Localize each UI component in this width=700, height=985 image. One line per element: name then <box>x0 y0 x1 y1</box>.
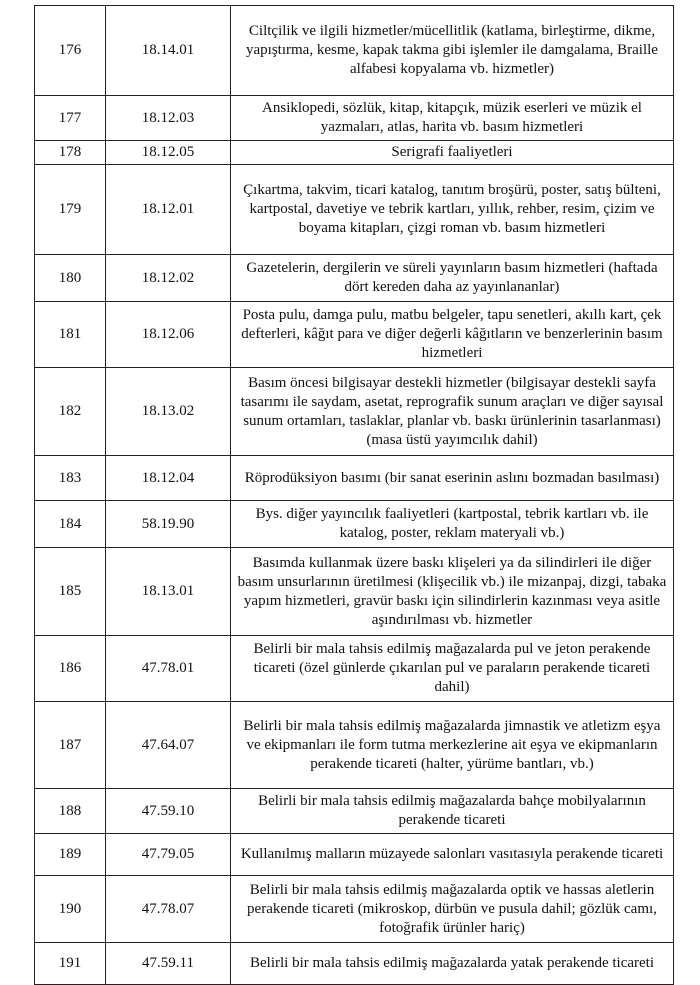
activity-code: 18.12.02 <box>106 255 231 302</box>
activity-description: Çıkartma, takvim, ticari katalog, tanıtım broşürü, poster, satış bülteni, kartpostal, davetiye ve tebrik kartları, yıllık, rehber, resim, çizim ve boyama kitapları, çizgi roman vb. basım hizmetleri <box>231 165 674 255</box>
row-number: 180 <box>35 255 106 302</box>
activity-code: 18.12.06 <box>106 302 231 368</box>
activity-code: 18.12.05 <box>106 141 231 165</box>
activity-code: 47.59.11 <box>106 943 231 985</box>
activity-description: Serigrafi faaliyetleri <box>231 141 674 165</box>
activity-code: 18.12.01 <box>106 165 231 255</box>
activity-code: 18.12.03 <box>106 96 231 141</box>
activity-code: 47.79.05 <box>106 834 231 876</box>
row-number: 182 <box>35 368 106 456</box>
table-row <box>35 96 674 141</box>
activity-code: 47.59.10 <box>106 789 231 834</box>
activity-code: 47.64.07 <box>106 702 231 789</box>
table-row <box>35 141 674 165</box>
activity-description: Belirli bir mala tahsis edilmiş mağazalarda optik ve hassas aletlerin perakende ticareti (mikroskop, dürbün ve pusula dahil; gözlük camı, fotoğrafik ürünler hariç) <box>231 876 674 943</box>
activity-description: Ansiklopedi, sözlük, kitap, kitapçık, müzik eserleri ve müzik el yazmaları, atlas, harita vb. basım hizmetleri <box>231 96 674 141</box>
table-body <box>35 6 674 985</box>
table-row <box>35 456 674 501</box>
table-row <box>35 6 674 96</box>
table-row <box>35 789 674 834</box>
row-number: 190 <box>35 876 106 943</box>
activity-description: Belirli bir mala tahsis edilmiş mağazalarda yatak perakende ticareti <box>231 943 674 985</box>
row-number: 179 <box>35 165 106 255</box>
table-row <box>35 702 674 789</box>
table-row <box>35 165 674 255</box>
activity-description: Belirli bir mala tahsis edilmiş mağazalarda bahçe mobilyalarının perakende ticareti <box>231 789 674 834</box>
row-number: 184 <box>35 501 106 548</box>
row-number: 178 <box>35 141 106 165</box>
row-number: 187 <box>35 702 106 789</box>
row-number: 177 <box>35 96 106 141</box>
row-number: 183 <box>35 456 106 501</box>
row-number: 181 <box>35 302 106 368</box>
activity-description: Posta pulu, damga pulu, matbu belgeler, tapu senetleri, akıllı kart, çek defterleri, kâğıt para ve diğer değerli kâğıtların ve benzerlerinin basım hizmetleri <box>231 302 674 368</box>
activity-code: 18.13.01 <box>106 548 231 636</box>
row-number: 191 <box>35 943 106 985</box>
activity-description: Ciltçilik ve ilgili hizmetler/mücellitlik (katlama, birleştirme, dikme, yapıştırma, kesme, kapak takma gibi işlemler ile damgalama, Braille alfabesi kopyalama vb. hizmetler) <box>231 6 674 96</box>
table-row <box>35 636 674 702</box>
activity-description: Belirli bir mala tahsis edilmiş mağazalarda jimnastik ve atletizm eşya ve ekipmanları ile form tutma merkezlerine ait eşya ve ekipmanların perakende ticareti (halter, yürüme bantları, vb.) <box>231 702 674 789</box>
activity-description: Gazetelerin, dergilerin ve süreli yayınların basım hizmetleri (haftada dört kereden daha az yayınlananlar) <box>231 255 674 302</box>
table-row <box>35 501 674 548</box>
activity-description: Basımda kullanmak üzere baskı klişeleri ya da silindirleri ile diğer basım unsurlarının üretilmesi (klişecilik vb.) ile mizanpaj, dizgi, tabaka yapım hizmetleri, gravür baskı için silindirlerin kazınması veya asitle aşındırılması vb. hizmetler <box>231 548 674 636</box>
activity-code: 18.14.01 <box>106 6 231 96</box>
activity-code-table <box>34 5 674 985</box>
activity-description: Kullanılmış malların müzayede salonları vasıtasıyla perakende ticareti <box>231 834 674 876</box>
activity-description: Bys. diğer yayıncılık faaliyetleri (kartpostal, tebrik kartları vb. ile katalog, poster, reklam materyali vb.) <box>231 501 674 548</box>
table-row <box>35 943 674 985</box>
row-number: 185 <box>35 548 106 636</box>
row-number: 186 <box>35 636 106 702</box>
activity-code: 47.78.01 <box>106 636 231 702</box>
table-row <box>35 368 674 456</box>
table-row <box>35 302 674 368</box>
activity-code: 18.12.04 <box>106 456 231 501</box>
activity-code: 47.78.07 <box>106 876 231 943</box>
row-number: 188 <box>35 789 106 834</box>
row-number: 176 <box>35 6 106 96</box>
table-row <box>35 876 674 943</box>
activity-code: 18.13.02 <box>106 368 231 456</box>
activity-description: Röprodüksiyon basımı (bir sanat eserinin aslını bozmadan basılması) <box>231 456 674 501</box>
table-row <box>35 255 674 302</box>
row-number: 189 <box>35 834 106 876</box>
activity-code: 58.19.90 <box>106 501 231 548</box>
activity-description: Belirli bir mala tahsis edilmiş mağazalarda pul ve jeton perakende ticareti (özel günlerde çıkarılan pul ve paraların perakende ticareti dahil) <box>231 636 674 702</box>
table-row <box>35 548 674 636</box>
activity-description: Basım öncesi bilgisayar destekli hizmetler (bilgisayar destekli sayfa tasarımı ile saydam, asetat, reprografik sunum araçları ve diğer sayısal sunum ortamları, taslaklar, planlar vb. baskı ürünlerinin tasarlanması) (masa üstü yayımcılık dahil) <box>231 368 674 456</box>
table-row <box>35 834 674 876</box>
